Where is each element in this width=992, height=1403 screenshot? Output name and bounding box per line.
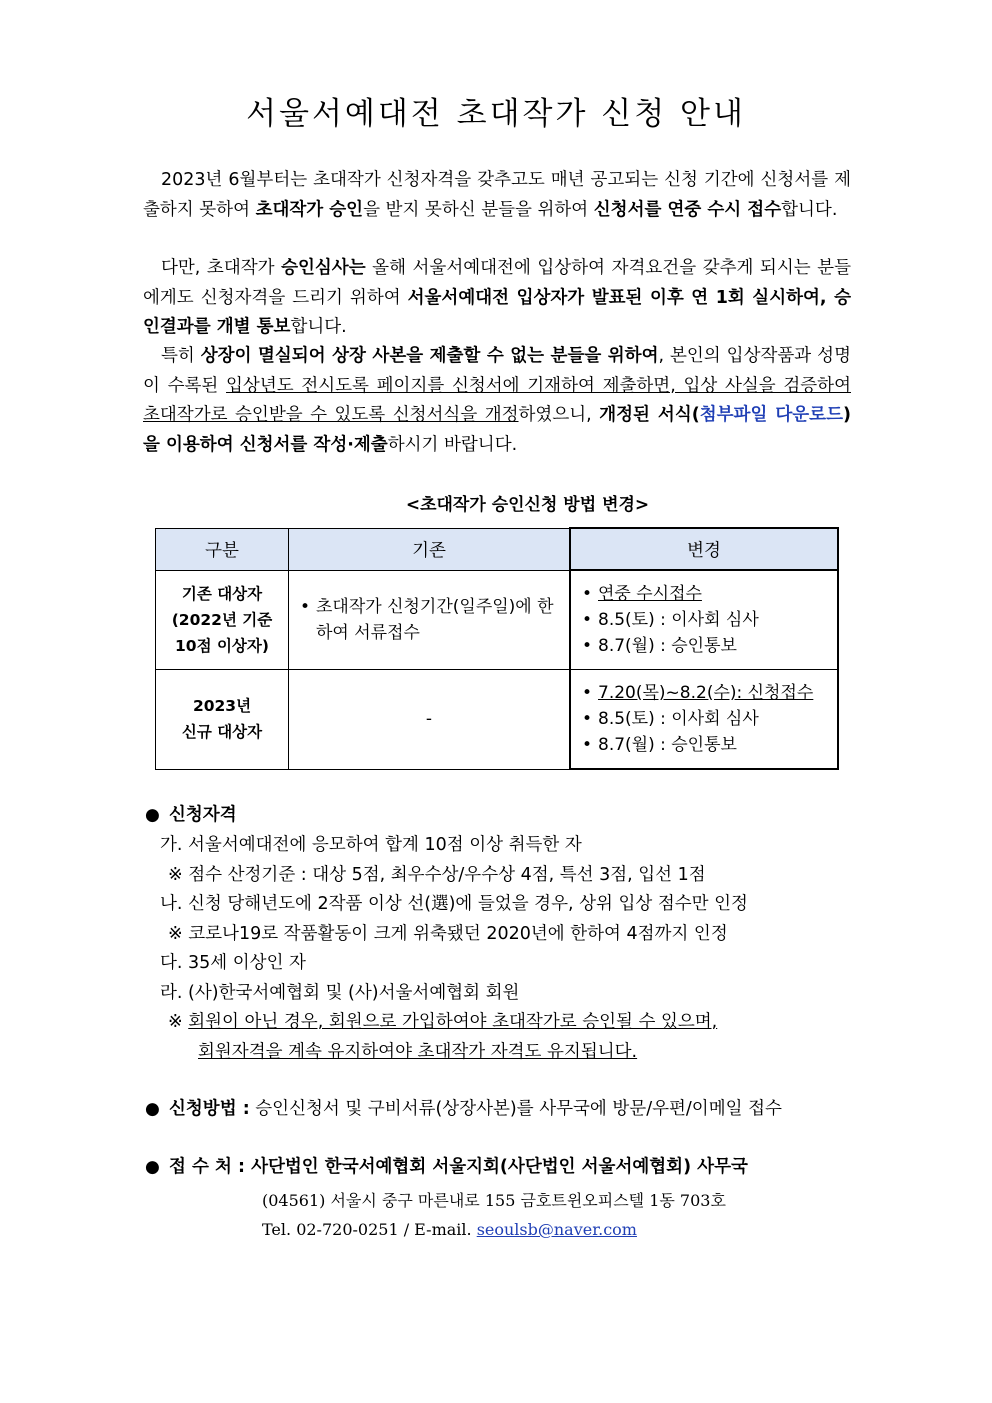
section-title: 접 수 처 : 사단법인 한국서예협회 서울지회(사단법인 서울서예협회) 사무국 [169, 1157, 748, 1177]
section-title: 신청방법 : [169, 1099, 250, 1119]
list-item: • 8.5(토) : 이사회 심사 [598, 607, 836, 633]
bullet-icon: ● [145, 1099, 160, 1119]
method-line [145, 1095, 782, 1125]
page-title: 서울서예대전 초대작가 신청 안내 [246, 96, 746, 132]
bullet-icon: ● [145, 1157, 160, 1177]
qualification-list [160, 831, 748, 1067]
intro-paragraph-1 [143, 166, 851, 225]
qualification-heading [145, 801, 237, 831]
underlined-text: 입상년도 전시도록 페이지를 신청서에 기재하여 제출하면, 입상 사실을 검증하여 초대작가로 승인받을 수 있도록 신청서식을 개정 [143, 375, 851, 425]
attachment-download-link[interactable]: 첨부파일 다운로드 [699, 405, 843, 425]
underlined-text: 7.20(목)~8.2(수): 신청접수 [598, 683, 814, 703]
bold-text: 신청서를 연중 수시 접수 [593, 199, 782, 220]
underlined-text: 회원자격을 계속 유지하여야 초대작가 자격도 유지됩니다. [198, 1041, 638, 1062]
tel: Tel. 02-720-0251 / E-mail. [262, 1220, 477, 1239]
bold-text: 서울서예대전 입상자가 발표된 이후 연 1회 실시하여, 승인결과를 개별 통보 [143, 287, 851, 337]
row-label [156, 670, 289, 770]
contact-line [145, 1153, 748, 1183]
label-line: 2023년 [192, 697, 252, 716]
label-line: 기존 대상자 [181, 584, 263, 603]
text: 합니다. [290, 317, 347, 337]
bold-text: )을 이용하여 신청서를 작성·제출 [143, 405, 851, 455]
table-row [156, 670, 839, 770]
text: , 본인의 입상작품과 성명이 수록된 [143, 346, 851, 396]
row-label [156, 570, 289, 670]
text: 2023년 6월부터는 초대작가 신청자격을 갖추고도 매년 공고되는 신청 기간에 신청서를 제출하지 못하여 [143, 170, 851, 220]
changed-cell [570, 670, 838, 770]
text: 하였으니, [518, 405, 600, 425]
header-existing: 기존 [289, 528, 571, 570]
list-item: ※ 코로나19로 작품활동이 크게 위축됐던 2020년에 한하여 4점까지 인정 [168, 923, 728, 944]
text: 하시기 바랍니다. [387, 434, 518, 455]
intro-paragraph-3 [143, 342, 851, 460]
existing-cell [289, 570, 571, 670]
table-row [156, 570, 839, 670]
list-item: 라. (사)한국서예협회 및 (사)서울서예협회 회원 [160, 982, 520, 1003]
changed-cell [570, 570, 838, 670]
bold-text: 승인심사는 [281, 258, 366, 278]
header-category: 구분 [156, 528, 289, 570]
list-item: 나. 신청 당해년도에 2작품 이상 선(選)에 들었을 경우, 상위 입상 점수만 인정 [160, 894, 748, 914]
bold-text: 초대작가 승인 [255, 199, 364, 220]
table-header-row [156, 528, 839, 570]
list-item: ※ 점수 산정기준 : 대상 5점, 최우수상/우수상 4점, 특선 3점, 입선 1점 [168, 864, 706, 885]
list-item: 가. 서울서예대전에 응모하여 합계 10점 이상 취득한 자 [160, 835, 582, 855]
list-item [598, 680, 836, 706]
list-item: • 8.7(월) : 승인통보 [598, 633, 836, 659]
list-item [160, 1008, 748, 1038]
label-line: 신규 대상자 [181, 723, 263, 742]
list-item: • 8.7(월) : 승인통보 [598, 732, 836, 758]
label-line: (2022년 기준 [171, 610, 273, 629]
list-item: • 8.5(토) : 이사회 심사 [598, 706, 836, 732]
label-line: 10점 이상자) [175, 636, 269, 655]
text: 특히 [161, 346, 201, 366]
bold-text: 개정된 서식( [599, 405, 700, 425]
bullet-icon: ● [145, 805, 160, 825]
underlined-text: 회원이 아닌 경우, 회원으로 가입하여야 초대작가로 승인될 수 있으며, [188, 1012, 718, 1032]
bold-text: 상장이 멸실되어 상장 사본을 제출할 수 없는 분들을 위하여 [200, 346, 659, 366]
text: 다만, 초대작가 [161, 258, 282, 278]
list-item: • 초대작가 신청기간(일주일)에 한하여 서류접수 [316, 594, 568, 646]
contact-details [262, 1186, 726, 1244]
method-change-table [155, 527, 839, 770]
list-item [160, 1038, 748, 1068]
underlined-text: 연중 수시접수 [598, 584, 702, 604]
text: 합니다. [781, 199, 838, 220]
text: 올해 서울서예대전에 입상하여 자격요건을 갖추게 되시는 분들에게도 신청자격을 드리기 위하여 [143, 258, 851, 308]
note-mark: ※ [168, 1012, 183, 1032]
table-caption: <초대작가 승인신청 방법 변경> [405, 495, 650, 515]
list-item: 다. 35세 이상인 자 [160, 953, 306, 973]
list-item [598, 581, 836, 607]
header-changed: 변경 [570, 528, 838, 570]
existing-cell: - [289, 670, 571, 770]
text: 을 받지 못하신 분들을 위하여 [363, 199, 594, 220]
address: (04561) 서울시 중구 마른내로 155 금호트윈오피스텔 1동 703호 [262, 1191, 726, 1210]
intro-paragraph-2 [143, 254, 851, 343]
section-title: 신청자격 [169, 805, 237, 825]
email-link[interactable]: seoulsb@naver.com [476, 1220, 637, 1239]
method-text: 승인신청서 및 구비서류(상장사본)를 사무국에 방문/우편/이메일 접수 [249, 1099, 782, 1119]
tel-email [262, 1215, 726, 1244]
